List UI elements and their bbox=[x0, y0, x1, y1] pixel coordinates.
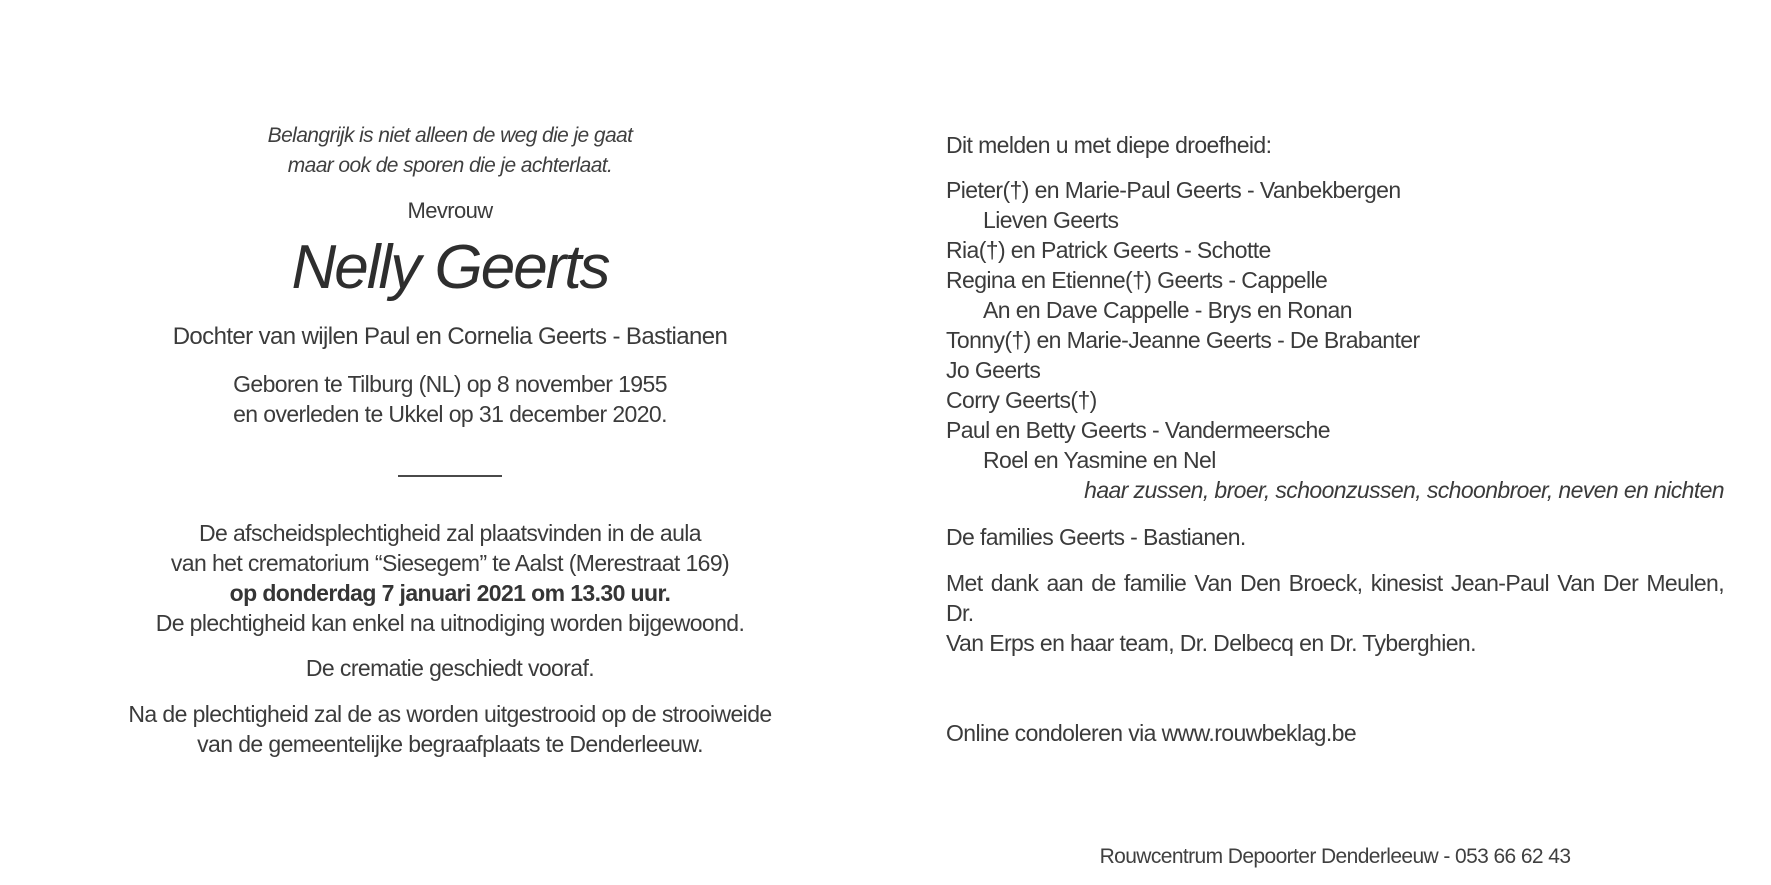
relatives-description: haar zussen, broer, schoonzussen, schoonbroer, neven en nichten bbox=[1084, 477, 1724, 503]
ceremony-line-2: van het crematorium “Siesegem” te Aalst (Merestraat 169) bbox=[170, 550, 730, 576]
obituary-right-column bbox=[946, 0, 1724, 870]
birth-line: Geboren te Tilburg (NL) op 8 november 1955 bbox=[233, 371, 667, 397]
memorial-quote-line-2: maar ook de sporen die je achterlaat. bbox=[287, 154, 613, 177]
birth-death-dates bbox=[70, 369, 830, 429]
thanks-line-2: Van Erps en haar team, Dr. Delbecq en Dr. Tyberghien. bbox=[946, 630, 1476, 656]
family-member-line: Ria(†) en Patrick Geerts - Schotte bbox=[946, 237, 1271, 263]
family-member-line: Pieter(†) en Marie-Paul Geerts - Vanbekbergen bbox=[946, 177, 1401, 203]
family-member-line: Roel en Yasmine en Nel bbox=[983, 447, 1216, 473]
thanks-line-1: Met dank aan de familie Van Den Broeck, kinesist Jean-Paul Van Der Meulen, Dr. bbox=[946, 570, 1724, 626]
cremation-note: De crematie geschiedt vooraf. bbox=[305, 655, 595, 681]
family-member-line: Jo Geerts bbox=[946, 357, 1041, 383]
ceremony-invitation-note: De plechtigheid kan enkel na uitnodiging worden bijgewoond. bbox=[155, 610, 745, 636]
death-line: en overleden te Ukkel op 31 december 2020. bbox=[233, 401, 667, 427]
family-member-line: Tonny(†) en Marie-Jeanne Geerts - De Brabanter bbox=[946, 327, 1420, 353]
memorial-quote-line-1: Belangrijk is niet alleen de weg die je gaat bbox=[267, 124, 633, 147]
salutation: Mevrouw bbox=[407, 198, 493, 223]
parents-line: Dochter van wijlen Paul en Cornelia Geerts - Bastianen bbox=[172, 323, 728, 350]
obituary-left-column bbox=[70, 0, 830, 759]
scatter-line-1: Na de plechtigheid zal de as worden uitgestrooid op de strooiweide bbox=[128, 701, 772, 727]
funeral-home-footer: Rouwcentrum Depoorter Denderleeuw - 053 66 62 43 bbox=[1099, 845, 1571, 868]
scatter-line-2: van de gemeentelijke begraafplaats te Denderleeuw. bbox=[197, 731, 703, 757]
family-member-line: An en Dave Cappelle - Brys en Ronan bbox=[983, 297, 1352, 323]
ceremony-line-1: De afscheidsplechtigheid zal plaatsvinden in de aula bbox=[199, 520, 701, 546]
ceremony-details bbox=[70, 518, 830, 638]
families-line: De families Geerts - Bastianen. bbox=[946, 524, 1246, 550]
family-list bbox=[946, 175, 1724, 475]
family-member-line: Regina en Etienne(†) Geerts - Cappelle bbox=[946, 267, 1328, 293]
family-member-line: Paul en Betty Geerts - Vandermeersche bbox=[946, 417, 1330, 443]
ceremony-date-time: op donderdag 7 januari 2021 om 13.30 uur. bbox=[229, 580, 671, 606]
acknowledgements bbox=[946, 568, 1724, 658]
announcement-intro: Dit melden u met diepe droefheid: bbox=[946, 132, 1272, 158]
family-member-line: Corry Geerts(†) bbox=[946, 387, 1097, 413]
ash-scattering-details bbox=[70, 699, 830, 759]
section-divider bbox=[398, 475, 502, 477]
deceased-name: Nelly Geerts bbox=[291, 233, 609, 302]
family-member-line: Lieven Geerts bbox=[983, 207, 1119, 233]
online-condolences-line: Online condoleren via www.rouwbeklag.be bbox=[946, 720, 1357, 746]
